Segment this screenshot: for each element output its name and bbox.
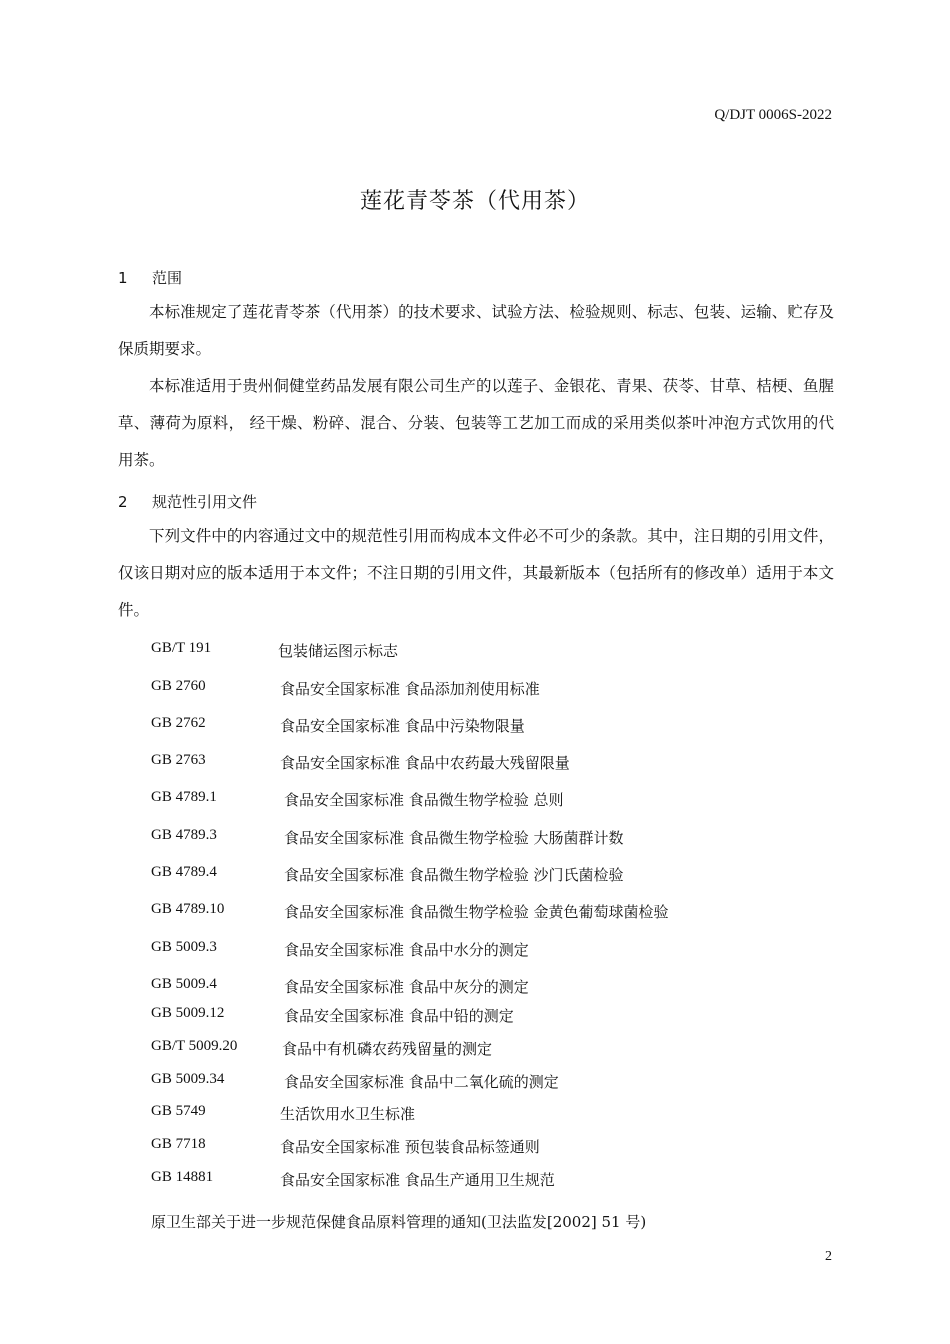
reference-name: 包装储运图示标志 bbox=[278, 642, 399, 660]
reference-code: GB 2762 bbox=[151, 715, 206, 731]
reference-name: 食品安全国家标准 食品中灰分的测定 bbox=[284, 978, 529, 996]
section-title: 范围 bbox=[152, 269, 183, 287]
reference-name: 生活饮用水卫生标准 bbox=[280, 1105, 416, 1123]
reference-name: 食品安全国家标准 食品中铅的测定 bbox=[284, 1007, 514, 1025]
reference-name: 食品安全国家标准 预包装食品标签通则 bbox=[280, 1138, 540, 1156]
document-code: Q/DJT 0006S-2022 bbox=[714, 107, 832, 123]
reference-name: 食品安全国家标准 食品中二氧化硫的测定 bbox=[284, 1073, 559, 1091]
section-1-paragraph-1: 本标准规定了莲花青苓茶（代用茶）的技术要求、试验方法、检验规则、标志、包装、运输、贮存及保质期要求。 bbox=[118, 303, 834, 358]
section-1-paragraph-2: 本标准适用于贵州侗健堂药品发展有限公司生产的以莲子、金银花、青果、茯苓、甘草、桔梗、鱼腥草、薄荷为原料， 经干燥、粉碎、混合、分装、包装等工艺加工而成的采用类似茶叶冲泡方式饮用的代用茶。 bbox=[118, 377, 834, 469]
section-1-heading bbox=[118, 267, 182, 288]
document-title: 莲花青苓茶（代用茶） bbox=[359, 189, 590, 214]
reference-code: GB 5009.34 bbox=[151, 1071, 225, 1087]
reference-name: 食品安全国家标准 食品微生物学检验 沙门氏菌检验 bbox=[284, 866, 624, 884]
reference-code: GB 2760 bbox=[151, 678, 206, 694]
reference-code: GB 5009.3 bbox=[151, 939, 217, 955]
page-number: 2 bbox=[825, 1249, 832, 1264]
reference-code: GB 4789.3 bbox=[151, 827, 217, 843]
section-2-paragraph-1: 下列文件中的内容通过文中的规范性引用而构成本文件必不可少的条款。其中，注日期的引用文件，仅该日期对应的版本适用于本文件；不注日期的引用文件，其最新版本（包括所有的修改单）适用于本文件。 bbox=[118, 527, 834, 619]
reference-code: GB/T 5009.20 bbox=[151, 1038, 238, 1054]
reference-name: 食品安全国家标准 食品微生物学检验 总则 bbox=[284, 791, 564, 809]
reference-name: 食品安全国家标准 食品中水分的测定 bbox=[284, 941, 529, 959]
section-number: 1 bbox=[118, 269, 128, 287]
reference-name: 食品安全国家标准 食品中农药最大残留限量 bbox=[280, 754, 570, 772]
section-2-heading bbox=[118, 491, 257, 512]
reference-name: 食品中有机磷农药残留量的测定 bbox=[282, 1040, 493, 1058]
reference-name: 食品安全国家标准 食品微生物学检验 金黄色葡萄球菌检验 bbox=[284, 903, 669, 921]
section-title: 规范性引用文件 bbox=[152, 493, 258, 511]
reference-code: GB 5009.4 bbox=[151, 976, 217, 992]
reference-name: 食品安全国家标准 食品添加剂使用标准 bbox=[280, 680, 540, 698]
reference-name: 食品安全国家标准 食品微生物学检验 大肠菌群计数 bbox=[284, 829, 624, 847]
reference-code: GB 4789.10 bbox=[151, 901, 225, 917]
reference-code: GB 4789.4 bbox=[151, 864, 217, 880]
reference-code: GB/T 191 bbox=[151, 640, 212, 656]
reference-name: 食品安全国家标准 食品中污染物限量 bbox=[280, 717, 525, 735]
reference-code: GB 2763 bbox=[151, 752, 206, 768]
reference-note: 原卫生部关于进一步规范保健食品原料管理的通知(卫法监发[2002] 51 号) bbox=[151, 1213, 647, 1231]
reference-code: GB 5009.12 bbox=[151, 1005, 225, 1021]
section-number: 2 bbox=[118, 493, 128, 511]
reference-code: GB 7718 bbox=[151, 1136, 206, 1152]
reference-name: 食品安全国家标准 食品生产通用卫生规范 bbox=[280, 1171, 555, 1189]
reference-code: GB 14881 bbox=[151, 1169, 214, 1185]
reference-code: GB 5749 bbox=[151, 1103, 206, 1119]
reference-code: GB 4789.1 bbox=[151, 789, 217, 805]
